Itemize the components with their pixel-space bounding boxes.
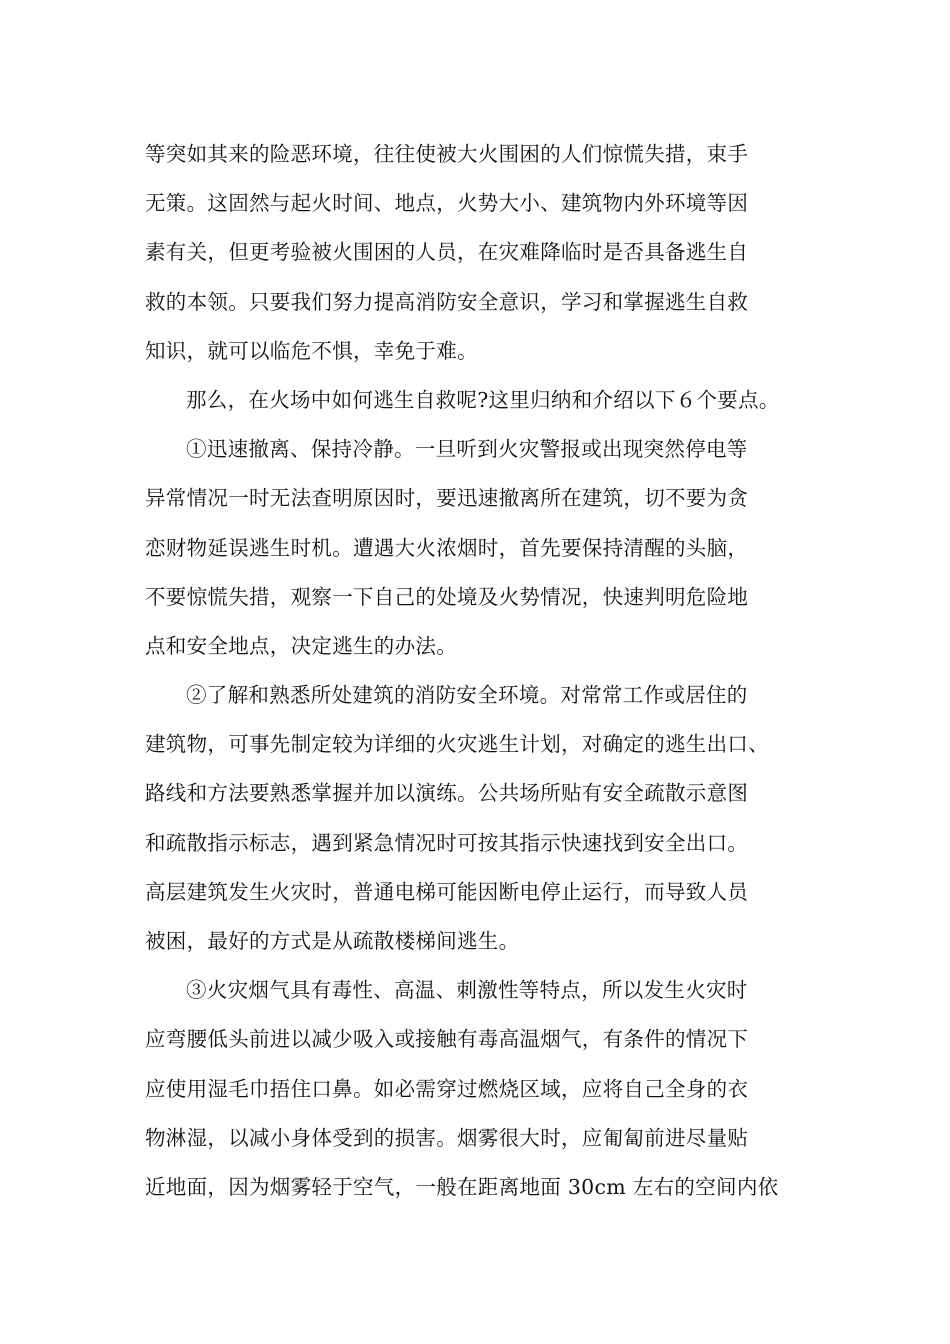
text-line: 不要惊慌失措，观察一下自己的处境及火势情况，快速判明危险地 xyxy=(145,584,749,609)
text-line: 点和安全地点，决定逃生的办法。 xyxy=(145,633,457,658)
text-line: 建筑物，可事先制定较为详细的火灾逃生计划，对确定的逃生出口、 xyxy=(145,732,769,757)
text-line: 恋财物延误逃生时机。遭遇大火浓烟时，首先要保持清醒的头脑， xyxy=(145,535,749,560)
text-line: 应使用湿毛巾捂住口鼻。如必需穿过燃烧区域，应将自己全身的衣 xyxy=(145,1076,749,1101)
text-line-paragraph-start: ③火灾烟气具有毒性、高温、刺激性等特点，所以发生火灾时 xyxy=(186,978,748,1003)
text-line-paragraph-start: ②了解和熟悉所处建筑的消防安全环境。对常常工作或居住的 xyxy=(186,683,748,708)
text-line: 和疏散指示标志，遇到紧急情况时可按其指示快速找到安全出口。 xyxy=(145,830,749,855)
text-line: 无策。这固然与起火时间、地点，火势大小、建筑物内外环境等因 xyxy=(145,191,749,216)
text-line: 素有关，但更考验被火围困的人员，在灾难降临时是否具备逃生自 xyxy=(145,240,749,265)
text-line: 救的本领。只要我们努力提高消防安全意识，学习和掌握逃生自救 xyxy=(145,289,749,314)
document-body xyxy=(145,130,825,1212)
text-line: 知识，就可以临危不惧，幸免于难。 xyxy=(145,338,478,363)
text-line: 路线和方法要熟悉掌握并加以演练。公共场所贴有安全疏散示意图 xyxy=(145,781,749,806)
text-line-paragraph-start: 那么，在火场中如何逃生自救呢?这里归纳和介绍以下６个要点。 xyxy=(186,387,780,412)
text-line: 等突如其来的险恶环境，往往使被大火围困的人们惊慌失措，束手 xyxy=(145,142,749,166)
text-line: 异常情况一时无法查明原因时，要迅速撤离所在建筑，切不要为贪 xyxy=(145,486,749,511)
text-line: 高层建筑发生火灾时，普通电梯可能因断电停止运行，而导致人员 xyxy=(145,879,749,904)
text-line: 近地面，因为烟雾轻于空气，一般在距离地面 30cm 左右的空间内依 xyxy=(145,1174,779,1199)
text-line: 被困，最好的方式是从疏散楼梯间逃生。 xyxy=(145,929,520,953)
text-line-paragraph-start: ①迅速撤离、保持冷静。一旦听到火灾警报或出现突然停电等 xyxy=(186,437,748,462)
text-line: 应弯腰低头前进以减少吸入或接触有毒高温烟气，有条件的情况下 xyxy=(145,1027,749,1052)
text-line: 物淋湿，以减小身体受到的损害。烟雾很大时，应匍匐前进尽量贴 xyxy=(145,1125,749,1150)
